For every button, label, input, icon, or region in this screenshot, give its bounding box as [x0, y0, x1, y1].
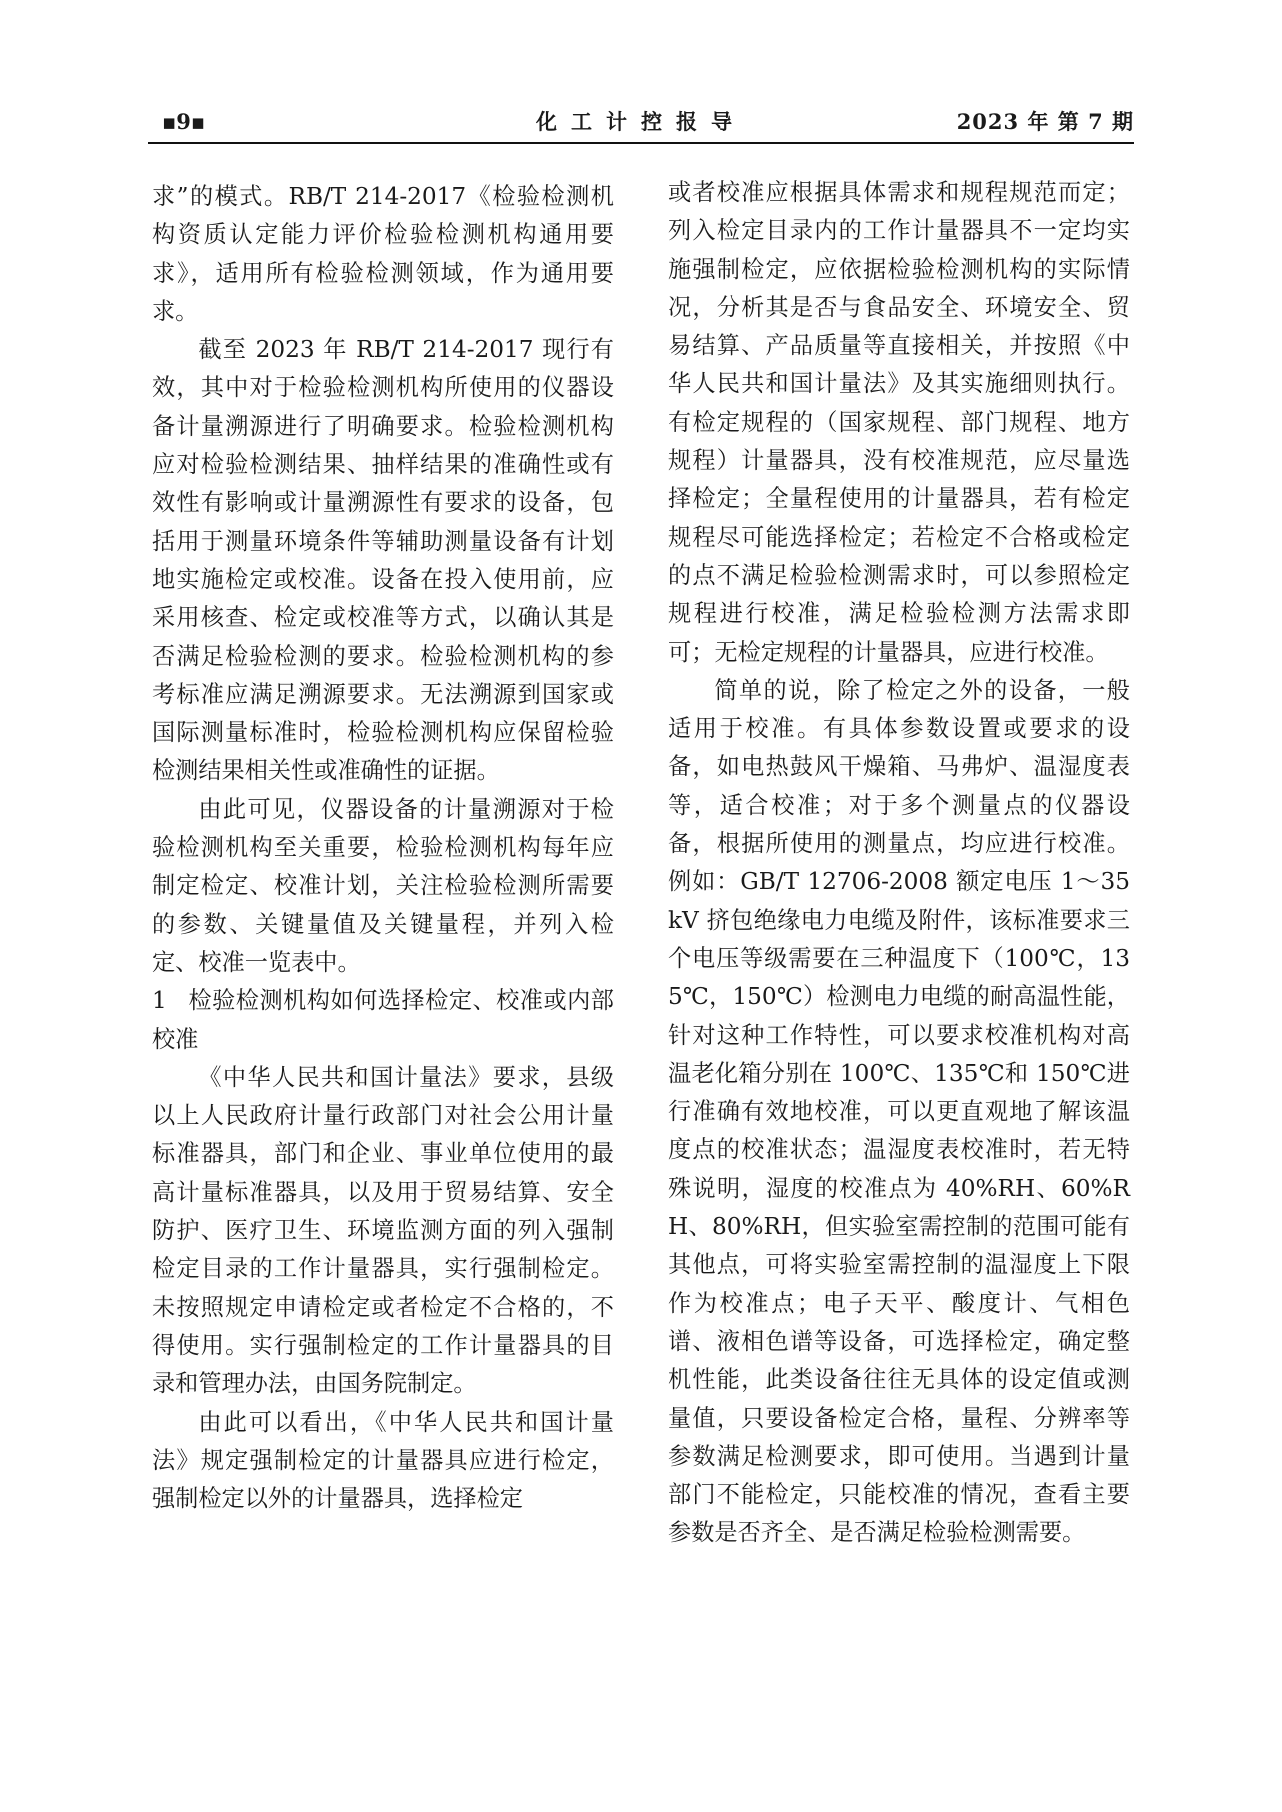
journal-name: 化工计控报导 [536, 109, 746, 134]
section-heading [152, 982, 614, 1059]
paragraph: 或者校准应根据具体需求和规程规范而定；列入检定目录内的工作计量器具不一定均实施强制检定，应依据检验检测机构的实际情况，分析其是否与食品安全、环境安全、贸易结算、产品质量等直接相关，并按照《中华人民共和国计量法》及其实施细则执行。有检定规程的（国家规程、部门规程、地方规程）计量器具，没有校准规范，应尽量选择检定；全量程使用的计量器具，若有检定规程尽可能选择检定；若检定不合格或检定的点不满足检验检测需求时，可以参照检定规程进行校准，满足检验检测方法需求即可；无检定规程的计量器具，应进行校准。 [668, 179, 1130, 666]
paragraph: 截至 2023 年 RB/T 214-2017 现行有效，其中对于检验检测机构所使用的仪器设备计量溯源进行了明确要求。检验检测机构应对检验检测结果、抽样结果的准确性或有效性有影响或计量溯源性有要求的设备，包括用于测量环境条件等辅助测量设备有计划地实施检定或校准。设备在投入使用前，应采用核查、检定或校准等方式，以确认其是否满足检验检测的要求。检验检测机构的参考标准应满足溯源要求。无法溯源到国家或国际测量标准时，检验检测机构应保留检验检测结果相关性或准确性的证据。 [152, 336, 614, 785]
paragraph: 求”的模式。RB/T 214-2017《检验检测机构资质认定能力评价检验检测机构通用要求》，适用所有检验检测领域，作为通用要求。 [152, 183, 614, 325]
paragraph: 简单的说，除了检定之外的设备，一般适用于校准。有具体参数设置或要求的设备，如电热鼓风干燥箱、马弗炉、温湿度表等，适合校准；对于多个测量点的仪器设备，根据所使用的测量点，均应进行校准。例如：GB/T 12706-2008 额定电压 1～35 kV 挤包绝缘电力电缆及附件，该标准要求三个电压等级需要在三种温度下（100℃，135℃，150℃）检测电力电缆的耐高温性能，针对这种工作特性，可以要求校准机构对高温老化箱分别在 100℃、135℃和 150℃进行准确有效地校准，可以更直观地了解该温度点的校准状态；温湿度表校准时，若无特殊说明，湿度的校准点为 40%RH、60%RH、80%RH，但实验室需控制的范围可能有其他点，可将实验室需控制的温湿度上下限作为校准点；电子天平、酸度计、气相色谱、液相色谱等设备，可选择检定，确定整机性能，此类设备往往无具体的设定值或测量值，只要设备检定合格，量程、分辨率等参数满足检测要求，即可使用。当遇到计量部门不能检定，只能校准的情况，查看主要参数是否齐全、是否满足检验检测需要。 [668, 676, 1130, 1547]
section-number: 1 [152, 987, 167, 1015]
paragraph: 《中华人民共和国计量法》要求，县级以上人民政府计量行政部门对社会公用计量标准器具，部门和企业、事业单位使用的最高计量标准器具，以及用于贸易结算、安全防护、医疗卫生、环境监测方面的列入强制检定目录的工作计量器具，实行强制检定。未按照规定申请检定或者检定不合格的，不得使用。实行强制检定的工作计量器具的目录和管理办法，由国务院制定。 [152, 1063, 614, 1398]
section-title: 检验检测机构如何选择检定、校准或内部校准 [152, 987, 614, 1053]
right-column [668, 174, 1130, 1553]
page-number: ▪9▪ [162, 109, 206, 134]
paragraph: 由此可见，仪器设备的计量溯源对于检验检测机构至关重要，检验检测机构每年应制定检定、校准计划，关注检验检测所需要的参数、关键量值及关键量程，并列入检定、校准一览表中。 [152, 795, 614, 976]
paragraph: 由此可以看出，《中华人民共和国计量法》规定强制检定的计量器具应进行检定，强制检定以外的计量器具，选择检定 [152, 1408, 614, 1513]
left-column [152, 178, 614, 1518]
issue-info: 2023 年 第 7 期 [956, 109, 1134, 134]
running-header [148, 104, 1134, 144]
